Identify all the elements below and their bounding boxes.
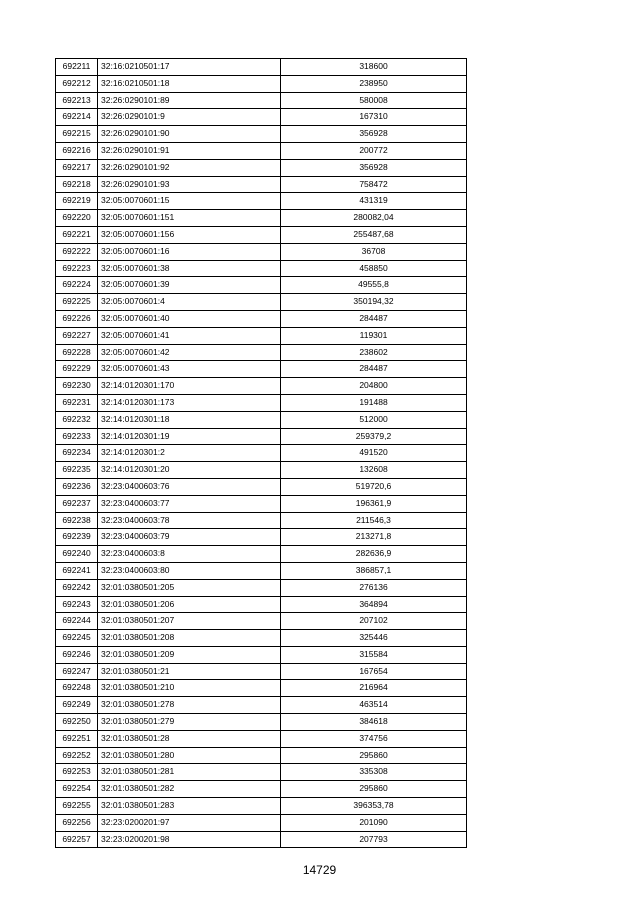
- row-id-cell: 692231: [56, 394, 98, 411]
- cadastral-number-cell: 32:05:0070601:156: [98, 226, 281, 243]
- row-id-cell: 692241: [56, 562, 98, 579]
- cadastral-number-cell: 32:01:0380501:281: [98, 764, 281, 781]
- row-id-cell: 692215: [56, 126, 98, 143]
- cadastral-number-cell: 32:14:0120301:20: [98, 462, 281, 479]
- table-row: [56, 378, 467, 395]
- table-body: [56, 59, 467, 848]
- cadastral-number-cell: 32:23:0200201:97: [98, 814, 281, 831]
- cadastral-number-cell: 32:05:0070601:4: [98, 294, 281, 311]
- table-row: [56, 630, 467, 647]
- cadastral-number-cell: 32:01:0380501:28: [98, 730, 281, 747]
- row-id-cell: 692227: [56, 327, 98, 344]
- value-cell: 201090: [281, 814, 467, 831]
- value-cell: 200772: [281, 142, 467, 159]
- table-row: [56, 798, 467, 815]
- table-row: [56, 126, 467, 143]
- value-cell: 259379,2: [281, 428, 467, 445]
- cadastral-number-cell: 32:05:0070601:151: [98, 210, 281, 227]
- row-id-cell: 692245: [56, 630, 98, 647]
- row-id-cell: 692214: [56, 109, 98, 126]
- value-cell: 295860: [281, 747, 467, 764]
- row-id-cell: 692212: [56, 75, 98, 92]
- value-cell: 318600: [281, 59, 467, 76]
- table-row: [56, 512, 467, 529]
- row-id-cell: 692257: [56, 831, 98, 848]
- data-table: [55, 58, 467, 848]
- value-cell: 463514: [281, 697, 467, 714]
- row-id-cell: 692247: [56, 663, 98, 680]
- value-cell: 132608: [281, 462, 467, 479]
- cadastral-number-cell: 32:05:0070601:16: [98, 243, 281, 260]
- value-cell: 284487: [281, 361, 467, 378]
- page-number: 14729: [302, 863, 337, 877]
- value-cell: 167310: [281, 109, 467, 126]
- row-id-cell: 692218: [56, 176, 98, 193]
- cadastral-number-cell: 32:01:0380501:279: [98, 714, 281, 731]
- value-cell: 758472: [281, 176, 467, 193]
- value-cell: 255487,68: [281, 226, 467, 243]
- table-row: [56, 210, 467, 227]
- cadastral-number-cell: 32:01:0380501:282: [98, 781, 281, 798]
- row-id-cell: 692234: [56, 445, 98, 462]
- table-row: [56, 462, 467, 479]
- cadastral-number-cell: 32:05:0070601:40: [98, 310, 281, 327]
- row-id-cell: 692256: [56, 814, 98, 831]
- table-row: [56, 226, 467, 243]
- value-cell: 374756: [281, 730, 467, 747]
- value-cell: 213271,8: [281, 529, 467, 546]
- cadastral-number-cell: 32:26:0290101:9: [98, 109, 281, 126]
- table-row: [56, 579, 467, 596]
- row-id-cell: 692248: [56, 680, 98, 697]
- row-id-cell: 692243: [56, 596, 98, 613]
- cadastral-number-cell: 32:23:0400603:8: [98, 546, 281, 563]
- cadastral-number-cell: 32:05:0070601:38: [98, 260, 281, 277]
- value-cell: 295860: [281, 781, 467, 798]
- table-row: [56, 714, 467, 731]
- row-id-cell: 692219: [56, 193, 98, 210]
- value-cell: 238602: [281, 344, 467, 361]
- table-row: [56, 159, 467, 176]
- cadastral-number-cell: 32:01:0380501:208: [98, 630, 281, 647]
- value-cell: 325446: [281, 630, 467, 647]
- row-id-cell: 692235: [56, 462, 98, 479]
- row-id-cell: 692253: [56, 764, 98, 781]
- value-cell: 356928: [281, 159, 467, 176]
- cadastral-number-cell: 32:26:0290101:89: [98, 92, 281, 109]
- table-row: [56, 310, 467, 327]
- row-id-cell: 692251: [56, 730, 98, 747]
- cadastral-number-cell: 32:05:0070601:39: [98, 277, 281, 294]
- table-row: [56, 764, 467, 781]
- cadastral-number-cell: 32:26:0290101:91: [98, 142, 281, 159]
- table-row: [56, 142, 467, 159]
- table-row: [56, 646, 467, 663]
- row-id-cell: 692225: [56, 294, 98, 311]
- cadastral-number-cell: 32:26:0290101:92: [98, 159, 281, 176]
- row-id-cell: 692240: [56, 546, 98, 563]
- value-cell: 119301: [281, 327, 467, 344]
- row-id-cell: 692237: [56, 495, 98, 512]
- value-cell: 431319: [281, 193, 467, 210]
- table-row: [56, 75, 467, 92]
- value-cell: 280082,04: [281, 210, 467, 227]
- value-cell: 356928: [281, 126, 467, 143]
- value-cell: 512000: [281, 411, 467, 428]
- table-row: [56, 327, 467, 344]
- row-id-cell: 692244: [56, 613, 98, 630]
- value-cell: 49555,8: [281, 277, 467, 294]
- cadastral-number-cell: 32:01:0380501:210: [98, 680, 281, 697]
- row-id-cell: 692254: [56, 781, 98, 798]
- table-row: [56, 730, 467, 747]
- cadastral-number-cell: 32:23:0400603:79: [98, 529, 281, 546]
- value-cell: 216964: [281, 680, 467, 697]
- table-row: [56, 680, 467, 697]
- row-id-cell: 692220: [56, 210, 98, 227]
- value-cell: 384618: [281, 714, 467, 731]
- value-cell: 211546,3: [281, 512, 467, 529]
- table-row: [56, 193, 467, 210]
- value-cell: 167654: [281, 663, 467, 680]
- table-row: [56, 109, 467, 126]
- table-row: [56, 428, 467, 445]
- cadastral-number-cell: 32:16:0210501:17: [98, 59, 281, 76]
- table-row: [56, 697, 467, 714]
- cadastral-number-cell: 32:01:0380501:21: [98, 663, 281, 680]
- value-cell: 386857,1: [281, 562, 467, 579]
- cadastral-number-cell: 32:26:0290101:93: [98, 176, 281, 193]
- table-row: [56, 478, 467, 495]
- cadastral-number-cell: 32:26:0290101:90: [98, 126, 281, 143]
- row-id-cell: 692228: [56, 344, 98, 361]
- value-cell: 282636,9: [281, 546, 467, 563]
- value-cell: 458850: [281, 260, 467, 277]
- table-row: [56, 613, 467, 630]
- table-row: [56, 814, 467, 831]
- table-row: [56, 260, 467, 277]
- cadastral-number-cell: 32:14:0120301:170: [98, 378, 281, 395]
- table-row: [56, 663, 467, 680]
- value-cell: 204800: [281, 378, 467, 395]
- row-id-cell: 692221: [56, 226, 98, 243]
- value-cell: 364894: [281, 596, 467, 613]
- value-cell: 207793: [281, 831, 467, 848]
- table-row: [56, 445, 467, 462]
- cadastral-number-cell: 32:01:0380501:280: [98, 747, 281, 764]
- table-row: [56, 831, 467, 848]
- table-row: [56, 529, 467, 546]
- value-cell: 207102: [281, 613, 467, 630]
- row-id-cell: 692238: [56, 512, 98, 529]
- row-id-cell: 692249: [56, 697, 98, 714]
- row-id-cell: 692239: [56, 529, 98, 546]
- cadastral-number-cell: 32:01:0380501:209: [98, 646, 281, 663]
- cadastral-number-cell: 32:05:0070601:41: [98, 327, 281, 344]
- row-id-cell: 692242: [56, 579, 98, 596]
- row-id-cell: 692230: [56, 378, 98, 395]
- cadastral-number-cell: 32:05:0070601:15: [98, 193, 281, 210]
- value-cell: 350194,32: [281, 294, 467, 311]
- row-id-cell: 692222: [56, 243, 98, 260]
- cadastral-number-cell: 32:05:0070601:43: [98, 361, 281, 378]
- cadastral-number-cell: 32:14:0120301:18: [98, 411, 281, 428]
- row-id-cell: 692252: [56, 747, 98, 764]
- cadastral-number-cell: 32:05:0070601:42: [98, 344, 281, 361]
- value-cell: 284487: [281, 310, 467, 327]
- table-row: [56, 747, 467, 764]
- value-cell: 335308: [281, 764, 467, 781]
- row-id-cell: 692213: [56, 92, 98, 109]
- table-row: [56, 394, 467, 411]
- cadastral-number-cell: 32:23:0400603:76: [98, 478, 281, 495]
- table-row: [56, 546, 467, 563]
- cadastral-number-cell: 32:23:0400603:80: [98, 562, 281, 579]
- table-row: [56, 344, 467, 361]
- cadastral-number-cell: 32:23:0200201:98: [98, 831, 281, 848]
- value-cell: 580008: [281, 92, 467, 109]
- row-id-cell: 692250: [56, 714, 98, 731]
- value-cell: 519720,6: [281, 478, 467, 495]
- table-row: [56, 596, 467, 613]
- row-id-cell: 692224: [56, 277, 98, 294]
- table-row: [56, 495, 467, 512]
- cadastral-number-cell: 32:01:0380501:283: [98, 798, 281, 815]
- value-cell: 315584: [281, 646, 467, 663]
- row-id-cell: 692211: [56, 59, 98, 76]
- row-id-cell: 692229: [56, 361, 98, 378]
- value-cell: 276136: [281, 579, 467, 596]
- table-row: [56, 59, 467, 76]
- table-row: [56, 176, 467, 193]
- table-row: [56, 562, 467, 579]
- table-row: [56, 361, 467, 378]
- table-row: [56, 243, 467, 260]
- row-id-cell: 692233: [56, 428, 98, 445]
- table-row: [56, 781, 467, 798]
- row-id-cell: 692236: [56, 478, 98, 495]
- table-row: [56, 294, 467, 311]
- value-cell: 36708: [281, 243, 467, 260]
- cadastral-number-cell: 32:14:0120301:19: [98, 428, 281, 445]
- row-id-cell: 692216: [56, 142, 98, 159]
- table-row: [56, 92, 467, 109]
- row-id-cell: 692255: [56, 798, 98, 815]
- value-cell: 491520: [281, 445, 467, 462]
- row-id-cell: 692232: [56, 411, 98, 428]
- value-cell: 196361,9: [281, 495, 467, 512]
- row-id-cell: 692246: [56, 646, 98, 663]
- cadastral-number-cell: 32:23:0400603:78: [98, 512, 281, 529]
- table-row: [56, 277, 467, 294]
- cadastral-number-cell: 32:01:0380501:205: [98, 579, 281, 596]
- cadastral-number-cell: 32:23:0400603:77: [98, 495, 281, 512]
- row-id-cell: 692226: [56, 310, 98, 327]
- row-id-cell: 692217: [56, 159, 98, 176]
- cadastral-number-cell: 32:14:0120301:173: [98, 394, 281, 411]
- cadastral-number-cell: 32:01:0380501:278: [98, 697, 281, 714]
- cadastral-number-cell: 32:14:0120301:2: [98, 445, 281, 462]
- row-id-cell: 692223: [56, 260, 98, 277]
- cadastral-number-cell: 32:01:0380501:206: [98, 596, 281, 613]
- cadastral-number-cell: 32:01:0380501:207: [98, 613, 281, 630]
- value-cell: 238950: [281, 75, 467, 92]
- value-cell: 191488: [281, 394, 467, 411]
- value-cell: 396353,78: [281, 798, 467, 815]
- table-row: [56, 411, 467, 428]
- cadastral-number-cell: 32:16:0210501:18: [98, 75, 281, 92]
